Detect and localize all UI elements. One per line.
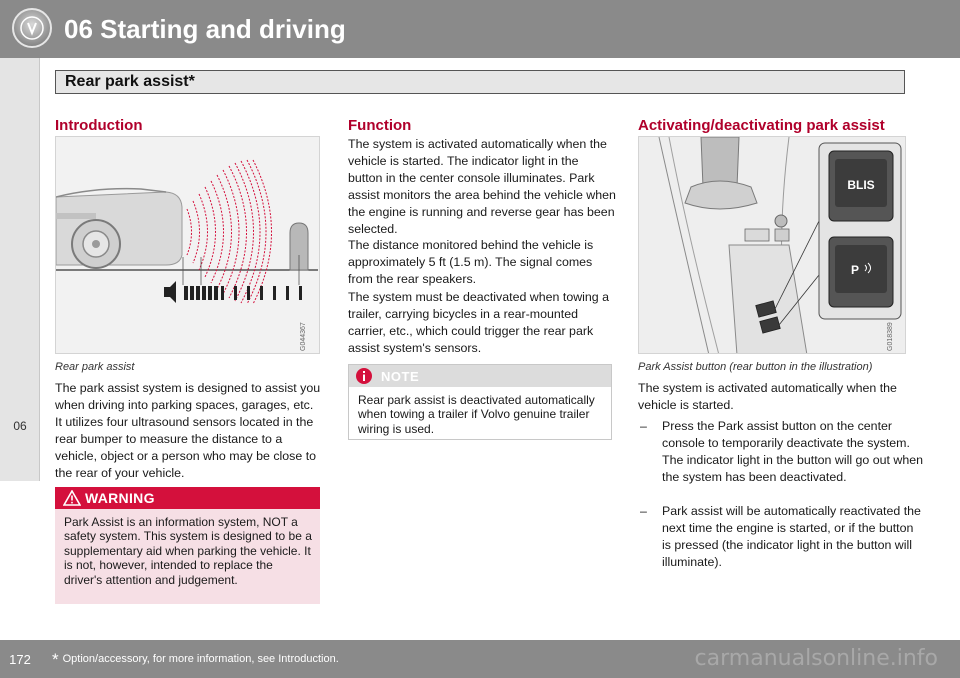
chapter-side-tab — [0, 58, 40, 481]
introduction-heading: Introduction — [55, 117, 143, 134]
park-button-label: P — [850, 263, 860, 277]
bullet-dash: – — [640, 504, 647, 518]
chapter-title: 06 Starting and driving — [64, 14, 346, 44]
introduction-paragraph: The park assist system is designed to assist you when driving into parking spaces, garages, etc. It utilizes four ultrasound sensors located in the rear bumper to measure the distance to a vehicle, object or a person who may be close to the rear of your vehicle. — [55, 381, 321, 480]
chapter-number: 06 — [13, 419, 27, 433]
footnote-text: Option/accessory, for more information, see Introduction. — [62, 653, 339, 665]
function-paragraph-2: The distance monitored behind the vehicle is approximately 5 ft (1.5 m). The signal comes from the rear speakers. — [348, 238, 594, 286]
bullet-text: Park assist will be automatically reactivated the next time the engine is started, or if the button is pressed (the indicator light in the button will illuminate). — [662, 504, 921, 569]
figure-caption: Park Assist button (rear button in the illustration) — [638, 361, 873, 373]
rear-park-assist-illustration — [55, 136, 320, 354]
section-header — [55, 70, 905, 94]
warning-title: WARNING — [85, 490, 155, 506]
warning-text: Park Assist is an information system, NOT a safety system. This system is designed to be a supplementary aid when parking the vehicle. It is not, however, intended to replace the driver's attention and judgement. — [64, 515, 312, 587]
figure-code: G044367 — [300, 322, 307, 351]
bullet-dash: – — [640, 419, 647, 433]
warning-box — [55, 487, 320, 604]
note-box — [348, 364, 612, 440]
footnote — [52, 650, 339, 670]
page-footer — [0, 640, 960, 678]
function-heading: Function — [348, 117, 412, 134]
figure-caption: Rear park assist — [55, 361, 135, 373]
info-icon — [355, 367, 373, 390]
function-paragraph-1: The system is activated automatically when the vehicle is started. The indicator light in the button in the center console illuminates. Park assist monitors the area behind the vehicle when the engine is running and reverse gear has been selected. — [348, 137, 616, 236]
car-sensor-waves-image — [56, 137, 320, 354]
page-number: 172 — [9, 652, 31, 667]
center-console-image — [639, 137, 906, 354]
volvo-logo-icon — [12, 8, 52, 48]
blis-button-label: BLIS — [847, 178, 875, 192]
activating-heading: Activating/deactivating park assist — [638, 117, 885, 134]
note-text: Rear park assist is deactivated automatically when towing a trailer if Volvo genuine trailer wiring is used. — [358, 393, 595, 436]
chapter-header-bar — [0, 0, 960, 58]
park-assist-button-illustration — [638, 136, 906, 354]
bullet-text: Press the Park assist button on the center console to temporarily deactivate the system. The indicator light in the button will go out when the system has been deactivated. — [662, 419, 924, 484]
figure-code: G018389 — [887, 322, 894, 351]
function-paragraph-3: The system must be deactivated when towing a trailer, carrying bicycles in a rear-mounted carrier, etc., which could trigger the rear park assist system's sensors. — [348, 290, 610, 355]
footnote-star: * — [52, 650, 59, 669]
note-title: NOTE — [381, 369, 420, 384]
section-title: Rear park assist* — [65, 73, 195, 90]
warning-triangle-icon — [63, 490, 81, 511]
watermark: carmanualsonline.info — [694, 646, 938, 671]
activation-intro: The system is activated automatically when the vehicle is started. — [638, 381, 897, 412]
